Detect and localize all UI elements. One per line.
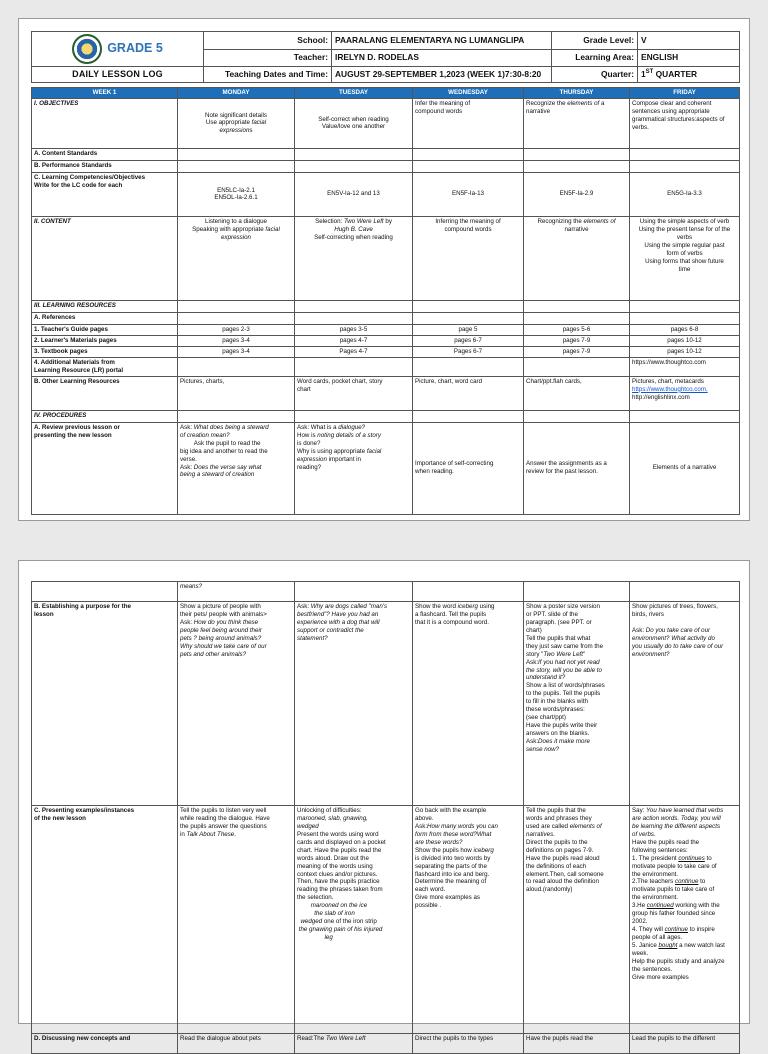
tuesday-cell: Word cards, pocket chart, story chart [295,376,413,410]
row-label: 2. Learner's Materials pages [32,335,178,346]
lesson-log-table-continued [31,581,740,1054]
log-title-cell [32,67,204,83]
learning-area-value: ENGLISH [638,49,740,67]
log-row [32,312,740,324]
deped-logo-cell [32,32,204,67]
row-label: C. Presenting examples/instances of the new lesson [32,806,178,1034]
lesson-log-table [31,87,740,515]
tuesday-cell: Ask: Why are dogs called "man's bestfriend"? Have you had an experience with a dog that will support or contradict the statement? [295,602,413,806]
friday-cell: Show pictures of trees, flowers, birds, rivers Ask: Do you take care of our environment? What activity do you usually do to take care of our environment? [630,602,740,806]
wednesday-cell: pages 6-7 [413,335,524,346]
thursday-cell [524,300,630,312]
log-row [32,324,740,335]
tuesday-cell: EN5V-Ia-12 and 13 [295,172,413,216]
log-row [32,148,740,160]
monday-cell [178,300,295,312]
row-label [32,582,178,602]
thursday-cell: Chart/ppt.flah cards, [524,376,630,410]
dates-label: Teaching Dates and Time: [204,67,332,83]
thursday-cell: Show a poster size version or PPT. slide of the paragraph. (see PPT. or chart) Tell the pupils that what they just saw came from the story "Two Were Left" Ask:If you had not yet read the story, will you be able to understand it? Show a list of words/phrases to the pupils. Tell the pupils to fill in the blanks with these words/phrases: (see chart/ppt) Have the pupils write their answers on the blanks. Ask:Does it make more sense now? [524,602,630,806]
friday-cell: Say: You have learned that verbs are action words. Today, you will be learning the different aspects of verbs. Have the pupils read the following sentences: 1. The president continues to motivate people to take care of the environment. 2.The teachers continue to motivate pupils to take care of the environment. 3.He continued working with the group his father founded since 2002. 4. They will continue to inspire people of all ages. 5. Janice bought a new watch last week. Help the pupils study and analyze the sentences. Give more examples [630,806,740,1034]
tuesday-cell [295,410,413,422]
wednesday-cell [413,582,524,602]
row-label: III. LEARNING RESOURCES [32,300,178,312]
friday-cell [630,312,740,324]
thursday-cell [524,582,630,602]
log-cont-row [32,602,740,806]
monday-cell [178,410,295,422]
wednesday-cell: Show the word iceberg using a flashcard. Tell the pupils that it is a compound word. [413,602,524,806]
document-page-2 [18,560,750,1042]
col-tuesday: TUESDAY [295,88,413,99]
log-title: DAILY LESSON LOG [72,68,163,79]
row-label: II. CONTENT [32,216,178,300]
log-row [32,216,740,300]
row-label: A. Content Standards [32,148,178,160]
tuesday-cell [295,357,413,376]
teacher-label: Teacher: [204,49,332,67]
monday-cell: pages 3-4 [178,335,295,346]
log-row [32,410,740,422]
thursday-cell [524,410,630,422]
log-row [32,160,740,172]
wednesday-cell: page 5 [413,324,524,335]
log-row [32,172,740,216]
wednesday-cell: Importance of self-correcting when reading. [413,422,524,514]
log-cont-row [32,806,740,1034]
log-row [32,422,740,514]
friday-cell: Lead the pupils to the different [630,1034,740,1054]
friday-cell [630,160,740,172]
row-label: B. Other Learning Resources [32,376,178,410]
monday-cell: Ask: What does being a steward of creation mean? Ask the pupil to read the big idea and another to read the verse. Ask: Does the verse say what being a steward of creation [178,422,295,514]
row-label: C. Learning Competencies/Objectives Write for the LC code for each [32,172,178,216]
dates-value: AUGUST 29-SEPTEMBER 1,2023 (WEEK 1)7:30-8:20 [332,67,552,83]
friday-cell: Elements of a narrative [630,422,740,514]
thursday-cell: pages 7-9 [524,346,630,357]
wednesday-cell [413,160,524,172]
tuesday-cell: pages 4-7 [295,335,413,346]
row-label: I. OBJECTIVES [32,98,178,148]
thursday-cell [524,312,630,324]
teacher-value: IRELYN D. RODELAS [332,49,552,67]
thursday-cell: Recognize the elements of a narrative [524,98,630,148]
col-thursday: THURSDAY [524,88,630,99]
log-row [32,357,740,376]
wednesday-cell: Pages 6-7 [413,346,524,357]
friday-cell[interactable]: https://www.thoughtco.com [630,357,740,376]
friday-cell: pages 6-8 [630,324,740,335]
wednesday-cell: Go back with the example above. Ask:How many words you can form from these word?What are these words? Show the pupils how iceberg is divided into two words by separating the parts of the flashcard into ice and berg. Determine the meaning of each word. Give more examples as possible . [413,806,524,1034]
lesson-log-body [32,98,740,514]
log-row [32,300,740,312]
tuesday-cell [295,160,413,172]
tuesday-cell: Selection: Two Were Left by Hugh B. Cave Self-correcting when reading [295,216,413,300]
row-label: B. Establishing a purpose for the lesson [32,602,178,806]
thursday-cell: Tell the pupils that the words and phrases they used are called elements of narratives. Direct the pupils to the definitions on pages 7-9. Have the pupils read aloud the definitions of each element.Then, call someone to read aloud the definition aloud.(randomly) [524,806,630,1034]
friday-cell: pages 10-12 [630,346,740,357]
monday-cell: Pictures, charts, [178,376,295,410]
tuesday-cell [295,312,413,324]
row-label: 4. Additional Materials from Learning Resource (LR) portal [32,357,178,376]
thursday-cell [524,357,630,376]
tuesday-cell: Unlocking of difficulties: marooned, slab, gnawing, wedged Present the words using word cards and displayed on a pocket chart. Have the pupils read the words aloud. Draw out the meaning of the words using context clues and/or pictures. Then, have the pupils practice reading the phrases taken from the selection. marooned on the ice the slab of iron wedged one of the iron strip the gnawing pain of his injured leg [295,806,413,1034]
friday-cell [630,582,740,602]
learning-area-label: Learning Area: [552,49,638,67]
row-label: 3. Textbook pages [32,346,178,357]
friday-cell: Compose clear and coherent sentences using appropriate grammatical structures:aspects of verbs. [630,98,740,148]
monday-cell: Listening to a dialogue Speaking with appropriate facial expression [178,216,295,300]
wednesday-cell [413,300,524,312]
lesson-log-body-continued [32,582,740,1054]
thursday-cell: pages 7-9 [524,335,630,346]
deped-seal-icon [72,34,102,64]
log-cont-row [32,582,740,602]
monday-cell: Tell the pupils to listen very well while reading the dialogue. Have the pupils answer the questions in Talk About These. [178,806,295,1034]
grade-level-label: Grade Level: [552,32,638,50]
log-row [32,346,740,357]
quarter-label: Quarter: [552,67,638,83]
friday-cell: Using the simple aspects of verb Using the present tense for of the verbs Using the simple regular past form of verbs Using forms that show future time [630,216,740,300]
tuesday-cell: pages 3-5 [295,324,413,335]
header-table [31,31,740,83]
thursday-cell: Have the pupils read the [524,1034,630,1054]
row-label: A. Review previous lesson or presenting the new lesson [32,422,178,514]
thursday-cell: pages 5-6 [524,324,630,335]
wednesday-cell: Inferring the meaning of compound words [413,216,524,300]
friday-cell: pages 10-12 [630,335,740,346]
wednesday-cell [413,148,524,160]
monday-cell: Note significant details Use appropriate facial expressions [178,98,295,148]
row-label: B. Performance Standards [32,160,178,172]
thursday-cell: EN5F-Ia-2.9 [524,172,630,216]
col-monday: MONDAY [178,88,295,99]
log-row [32,335,740,346]
monday-cell [178,312,295,324]
monday-cell [178,160,295,172]
tuesday-cell: Read:The Two Were Left [295,1034,413,1054]
friday-cell [630,300,740,312]
grade-level-value: V [638,32,740,50]
log-row [32,98,740,148]
school-value: PAARALANG ELEMENTARYA NG LUMANGLIPA [332,32,552,50]
tuesday-cell [295,300,413,312]
tuesday-cell: Pages 4-7 [295,346,413,357]
friday-cell [630,148,740,160]
thursday-cell [524,148,630,160]
wednesday-cell: Picture, chart, word card [413,376,524,410]
row-label: 1. Teacher's Guide pages [32,324,178,335]
monday-cell: pages 3-4 [178,346,295,357]
row-label: IV. PROCEDURES [32,410,178,422]
row-label: D. Discussing new concepts and [32,1034,178,1054]
tuesday-cell: Self-correct when reading Value/love one another [295,98,413,148]
row-label: A. References [32,312,178,324]
grade-title: GRADE 5 [107,41,163,56]
tuesday-cell [295,148,413,160]
monday-cell [178,148,295,160]
wednesday-cell: EN5F-Ia-13 [413,172,524,216]
monday-cell: Read the dialogue about pets [178,1034,295,1054]
wednesday-cell [413,410,524,422]
tuesday-cell [295,582,413,602]
friday-cell: EN5G-Ia-3.3 [630,172,740,216]
monday-cell: means? [178,582,295,602]
document-page-1 [18,18,750,521]
monday-cell: Show a picture of people with their pets/ people with animals> Ask: How do you think these people feel being around their pets ? being around animals? Why should we take care of our pets and other animals? [178,602,295,806]
wednesday-cell: Infer the meaning of compound words [413,98,524,148]
col-wednesday: WEDNESDAY [413,88,524,99]
friday-cell[interactable]: Pictures, chart, metacards https://www.thoughtco.com, http://englishlinx.com [630,376,740,410]
wednesday-cell: Direct the pupils to the types [413,1034,524,1054]
log-cont-row [32,1034,740,1054]
thursday-cell [524,160,630,172]
quarter-value: 1ST QUARTER [638,67,740,83]
monday-cell [178,357,295,376]
monday-cell: EN5LC-Ia-2.1 EN5OL-Ia-2.6.1 [178,172,295,216]
wednesday-cell [413,312,524,324]
col-friday: FRIDAY [630,88,740,99]
school-label: School: [204,32,332,50]
thursday-cell: Recognizing the elements of narrative [524,216,630,300]
col-week: WEEK 1 [32,88,178,99]
tuesday-cell: Ask: What is a dialogue? How is noting details of a story is done? Why is using appropriate facial expression important in reading? [295,422,413,514]
monday-cell: pages 2-3 [178,324,295,335]
wednesday-cell [413,357,524,376]
log-row [32,376,740,410]
thursday-cell: Answer the assignments as a review for the past lesson. [524,422,630,514]
friday-cell [630,410,740,422]
